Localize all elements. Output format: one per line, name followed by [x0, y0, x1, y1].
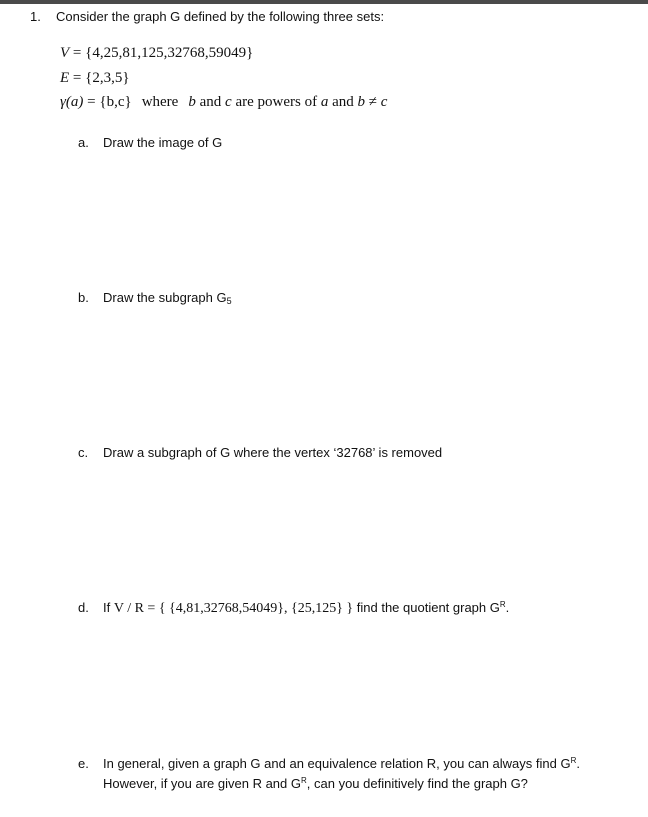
gamma-values: = {b,c} [83, 94, 132, 110]
cond-powers-of: are powers of [231, 94, 321, 110]
edge-set [60, 70, 130, 87]
part-b-main: Draw the subgraph G [103, 290, 227, 305]
part-a-label: a. [78, 135, 89, 150]
part-e-label: e. [78, 756, 89, 771]
cond-b: b [188, 94, 196, 110]
part-e-line2-sup: R [301, 776, 307, 785]
part-b-subscript: 5 [226, 296, 232, 306]
part-d-label: d. [78, 600, 89, 615]
question-number: 1. [30, 9, 41, 24]
part-e-line1 [103, 756, 580, 771]
part-e-line2 [103, 776, 528, 791]
cond-b2: b [357, 94, 365, 110]
part-e-line2-main: However, if you are given R and G [103, 776, 301, 791]
part-e-line1-main: In general, given a graph G and an equivalence relation R, you can always find G [103, 756, 571, 771]
vertex-set-symbol: V [60, 45, 70, 61]
gamma-symbol: γ(a) [60, 94, 84, 110]
vertex-set [60, 45, 253, 62]
part-e-line2-end: , can you definitively find the graph G? [306, 776, 528, 791]
incidence-function [60, 94, 387, 111]
part-c-label: c. [78, 445, 89, 460]
part-d-sup: R [499, 600, 506, 609]
vertex-set-values: = {4,25,81,125,32768,59049} [69, 45, 254, 61]
part-d-suffix: find the quotient graph G [353, 600, 500, 615]
cond-c: c [225, 94, 232, 110]
edge-set-values: = {2,3,5} [69, 70, 130, 86]
edge-set-symbol: E [60, 70, 70, 86]
part-a-text: Draw the image of G [103, 135, 223, 150]
part-d-math: V / R = { {4,81,32768,54049}, {25,125} } [113, 601, 354, 616]
cond-and-1: and [195, 94, 226, 110]
where-word: where [141, 94, 179, 110]
question-intro: Consider the graph G defined by the following three sets: [56, 9, 385, 24]
cond-a: a [320, 94, 329, 110]
part-b-text [103, 290, 232, 306]
part-e-line1-end: . [576, 756, 580, 771]
part-d-prefix: If [103, 600, 114, 615]
part-b-label: b. [78, 290, 89, 305]
cond-neq: ≠ [365, 94, 381, 110]
part-d-text [103, 600, 509, 617]
part-c-text: Draw a subgraph of G where the vertex ‘32768’ is removed [103, 445, 443, 460]
part-e-line1-sup: R [570, 756, 577, 765]
cond-c2: c [380, 94, 388, 110]
top-border [0, 0, 648, 4]
part-d-end: . [505, 600, 510, 615]
cond-and-2: and [328, 94, 358, 110]
